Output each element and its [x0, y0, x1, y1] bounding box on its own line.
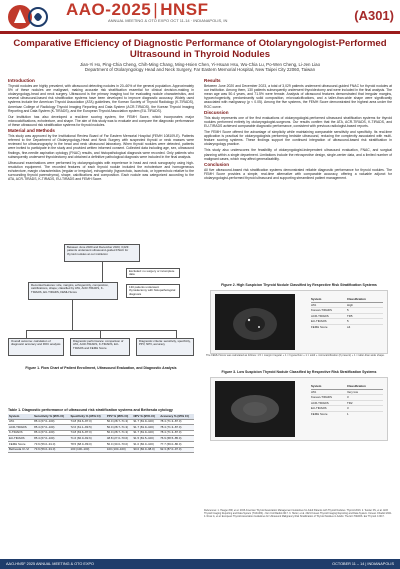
table-cell: FEMH Score	[8, 441, 33, 447]
table-header: Specificity % (95% CI)	[70, 414, 106, 419]
conclusion-heading: Conclusion	[204, 161, 230, 167]
flow-arrow	[102, 262, 103, 282]
table-cell: 74.8 (63.6–87.0)	[70, 419, 106, 425]
flow-box-enrollment: Between June 2020 and December 2023, 3,029 patients underwent ultrasound-guided FNAC for thyroid nodules at our institution	[64, 244, 140, 262]
flow-box-thyroidectomy: 130 patients underwent thyroidectomy with histopathological diagnosis	[126, 284, 180, 298]
performance-table	[8, 414, 194, 453]
discussion-text-2: The FEMH Score offered the advantage of simplicity while maintaining comparable sensitivity and specificity. Its real-time application is practical for otolaryngologists performing bedside ultrasound, reducing the complexity associated with multi-feature scoring systems. These findings support the continued integration of ultrasound-based risk stratification in otolaryngology practice.	[204, 130, 392, 147]
table-cell: 91.0 (82.0–100)	[132, 441, 159, 447]
legend-value: 5	[347, 319, 349, 323]
flow-arrow	[100, 330, 101, 338]
table-cell: 85.4 (67.0–100)	[33, 436, 69, 442]
legend-value: Classification	[347, 384, 366, 388]
table-cell: 100 (100–100)	[106, 447, 133, 453]
flow-arrow	[176, 330, 177, 338]
results-text: Between June 2020 and December 2023, a total of 3,029 patients underwent ultrasound-guided FNAC for thyroid nodules at our institution. Among them, 130 patients subsequently underwent thyroidectomy and were included in the final analysis. The mean age was 50.4 years, and 71.5% were female. Analysis of ultrasound features demonstrated that irregular margins, hypoechogenicity, predominantly solid composition, microcalcifications, and a taller-than-wide shape were significantly associated with malignancy (p < 0.05). Among the five systems, the FEMH Score demonstrated the highest area under the ROC curve.	[204, 84, 392, 109]
table-cell: 50.0 (28.7–71.3)	[106, 430, 133, 436]
table-row	[8, 447, 194, 453]
legend-label: EU-TIRADS	[311, 406, 327, 410]
figure-2-note: The FEMH Score was calculated as follows: 1.5 × margin irregular + 1 × hypoechoic + 1 × solid + microcalcification (if present) + 1 × taller-than-wide shape.	[206, 354, 385, 357]
header	[0, 0, 400, 34]
legend-value: 5	[347, 308, 349, 312]
legend-value: 3	[347, 406, 349, 410]
table-cell: 85.4 (67.0–100)	[33, 419, 69, 425]
affiliation: Department of Otolaryngology Head and Neck Surgery, Far Eastern Memorial Hospital, New Taipei City 22060, Taiwan	[84, 67, 316, 73]
brand-left: AAO-2025	[66, 0, 152, 19]
discussion-text: This study represents one of the first evaluations of otolaryngologist-performed ultrasound stratification systems for thyroid nodules performed entirely by otolaryngologist-surgeons. Our results confirm that the ATA, ACR-TIRADS, K-TIRADS, and EU-TIRADS achieved comparable diagnostic performance, consistent with previous radiologist-based reports.	[204, 115, 392, 128]
methods-text-2: Ultrasound examinations were performed by otolaryngologists with experience in head and neck sonography using high-resolution equipment. The recorded features of each thyroid nodule included the echotexture and homogeneous echotexture, margin characteristics (regular or irregular), echogenicity (hypoechoic, isoechoic, or hyperechoic relative to the surrounding thyroid parenchyma), shape, calcifications and composition. Each nodule was categorized according to the ATA, ACR-TIRADS, K-TIRADS, EU-TIRADS and FEMH Score.	[8, 160, 194, 182]
references: References: 1. Haugen BR, et al. 2015 American Thyroid Association Management Guidelines for Adult Patients with Thyroid Nodules. Thyroid 2016. 2. Tessler FN, et al. ACR Thyroid Imaging Reporting and Data System (TI-RADS). J Am Coll Radiol 2017. 3. Ha EJ, et al. 2021 Korean Thyroid Imaging Reporting and Data System. Korean J Radiol 2021. 4. Russ G, et al. European Thyroid Association Guidelines for Ultrasound Malignancy Risk Stratification of Thyroid Nodules in Adults: The EU-TIRADS. Eur Thyroid J 2017.	[204, 509, 392, 518]
intro-text-2: Our institution has also developed a real-time scoring system, the FEMH Score, which incorporates major microcalcifications, echotexture, and shape. The aim of this study was to evaluate and compare the diagnostic performance of these ultrasound risk stratification systems for thyroid nodules.	[8, 114, 194, 127]
legend-label: EU-TIRADS	[311, 319, 327, 323]
legend-value: Very low	[347, 389, 358, 394]
discussion-heading: Discussion	[204, 109, 229, 115]
legend-value: Classification	[347, 297, 366, 301]
table-header: System	[8, 414, 33, 419]
flow-box-performance: Diagnostic performance: comparison of ATA, ACR-TIRADS, K-TIRADS, EU-TIRADS and FEMH Score	[70, 338, 130, 356]
table-cell: 76.9 (68.5–85.0)	[159, 436, 194, 442]
methods-heading: Material and Methods	[8, 128, 55, 134]
flow-box-criteria: Diagnostic criteria: sensitivity, specificity, PPV, NPV, accuracy	[136, 338, 194, 356]
table-cell: 91.7 (81.9–100)	[132, 430, 159, 436]
table-cell: 91.5 (81.5–100)	[132, 436, 159, 442]
flow-arrow	[26, 330, 176, 331]
legend-value: ≥4	[347, 324, 351, 329]
authors-block	[20, 62, 380, 72]
methods-text: This study was approved by the Institutional Review Board of Far Eastern Memorial Hospital (FEMH 108109-E). Patients referred to the Department of Otolaryngology-Head and Neck Surgery with suspected thyroid or neck masses were reviewed for ultrasonography in the head and neck ultrasound laboratory. When thyroid nodules were detected, patients were invited to participate in the study and provided written informed consent. Collected data including age, sex, ultrasound findings, fine-needle aspiration cytology (FNAC) results, and histopathological diagnosis were recorded. Only patients who subsequently underwent thyroidectomy and obtained a definitive pathological diagnosis were included in the final analysis.	[8, 134, 194, 159]
aao-logo-icon	[6, 3, 54, 31]
legend-label: System	[311, 297, 322, 301]
header-band	[0, 31, 400, 34]
flow-box-features: Recorded features: size, margins, echogenicity, composition, calcifications, shape; classified by ATA, ACR-TIRADS, K-TIRADS, EU-TIRADS, FEMH Score	[28, 282, 118, 300]
table-cell: 78.4 (71.3–87.0)	[159, 425, 194, 431]
table-cell: EU-TIRADS	[8, 436, 33, 442]
table-cell: 50.0 (28.7–71.3)	[106, 425, 133, 431]
table-cell: 92.3 (87.0–97.0)	[159, 447, 194, 453]
figure-2-caption: Figure 2. High Suspicion Thyroid Nodule Classified by Respective Risk Stratification Systems	[221, 283, 377, 287]
poster-title: Comparative Efficiency of Diagnostic Performance of Otolaryngologist-Performed Ultrasound in Thyroid Nodules	[13, 38, 387, 60]
table-cell: 73.9 (56.0–91.0)	[33, 441, 69, 447]
flow-box-outcome: Overall outcome: calculation of diagnostic accuracy and ROC analysis	[8, 338, 64, 356]
figure-2-legend	[311, 297, 383, 329]
table-cell: 72.6 (61.1–83.5)	[70, 425, 106, 431]
legend-label: FEMH Score	[311, 411, 328, 416]
table-header: PPV % (95% CI)	[106, 414, 133, 419]
table-cell: 74.8 (63.6–87.0)	[70, 430, 106, 436]
table-cell: 48.8 (27.0–70.6)	[106, 436, 133, 442]
legend-label: ATA	[311, 389, 317, 394]
table-cell: K-TIRADS	[8, 430, 33, 436]
flow-arrow	[26, 330, 27, 338]
ultrasound-image-low	[215, 381, 295, 437]
footer-right: OCTOBER 11 – 14 | INDIANAPOLIS	[332, 562, 394, 566]
table-cell: ACR-TIRADS	[8, 425, 33, 431]
figure-2-panel	[210, 290, 388, 354]
conclusion-text: All five ultrasound-based risk stratification systems demonstrated reliable diagnostic performance for thyroid nodules. The FEMH Score provides a simple, real-time alternative with comparable accuracy, offering a valuable adjunct for otolaryngologist-performed thyroid ultrasound and supporting streamlined patient management.	[204, 167, 392, 180]
table-cell: 73.9 (56.0–91.0)	[33, 447, 69, 453]
legend-label: FEMH Score	[311, 324, 328, 329]
ultrasound-image-high	[215, 294, 295, 350]
table-cell: ATA	[8, 419, 33, 425]
legend-row	[311, 412, 383, 417]
figure-3-caption: Figure 3. Low Suspicion Thyroid Nodule Classified by Respective Risk Stratification Systems	[221, 370, 377, 374]
figure-3-legend	[311, 384, 383, 416]
table-cell: 100 (100–100)	[70, 447, 106, 453]
brand-subtitle: ANNUAL MEETING & OTO EXPO OCT 11-14 · INDIANAPOLIS, IN	[108, 18, 228, 23]
legend-value: High	[347, 302, 353, 307]
intro-heading: Introduction	[8, 78, 35, 83]
flow-arrow	[72, 300, 73, 330]
intro-text: Thyroid nodules are highly prevalent, with ultrasound detecting nodules in 20–60% of the general population. Approximately 5% of these nodules are malignant, making accurate risk stratification essential for clinical decision-making in otolaryngology-head and neck surgery. Ultrasound is the primary imaging tool for evaluating nodule characteristics, and several ultrasound-based risk stratification systems have been developed to improve diagnostic accuracy. Widely used systems include the American Thyroid Association (ATA) guidelines, the Korean Society of Thyroid Radiology (K-TIRADS), American College of Radiology Thyroid Imaging Reporting and Data System (ACR-TIRADS), the Korean Thyroid Imaging Reporting and Data System (K-TIRADS), and the European Thyroid Association system (EU-TIRADS).	[8, 84, 194, 113]
legend-value: TR2	[347, 400, 353, 405]
authors: Jian-Yi Ho, Ping-Chia Cheng, Chih-Ming Chang, Ming-Hsien Chen, Yi-Hsuan Hsu, Wu-Chia Lu, Po-Wen Cheng, Li-Jen Liao	[79, 62, 321, 67]
legend-label: Korean-TIRADS	[311, 308, 332, 312]
legend-label: ACR-TIRADS	[311, 400, 329, 405]
table-cell: 85.4 (67.0–100)	[33, 425, 69, 431]
results-heading: Results	[204, 78, 221, 83]
brand-title: AAO-2025 | HNSF	[66, 0, 209, 19]
table-header: Accuracy % (95% CI)	[159, 414, 194, 419]
table-cell: 78.4 (71.3–87.0)	[159, 419, 194, 425]
table-cell: 91.7 (81.9–100)	[132, 419, 159, 425]
discussion-text-3: This study also underscores the feasibility of otolaryngologist-independent ultrasound evaluation, FNAC, and surgical planning within a single department. Limitations include the retrospective design, single-center data, and a limited number of malignant cases, which may affect generalizability.	[204, 148, 392, 161]
left-column	[8, 78, 194, 183]
legend-row	[311, 325, 383, 330]
legend-value: 1	[347, 411, 349, 416]
table-cell: 78.5 (68.0–89.0)	[70, 441, 106, 447]
table-cell: 90.0 (82.0–98.0)	[132, 447, 159, 453]
legend-value: TR5	[347, 313, 353, 318]
footer	[0, 559, 400, 569]
table-header: Sensitivity % (95% CI)	[33, 414, 69, 419]
legend-label: ATA	[311, 302, 317, 307]
table-cell: 78.4 (71.3–87.0)	[159, 430, 194, 436]
flow-chart	[8, 244, 194, 382]
poster-id: (A301)	[354, 8, 394, 23]
table-cell: 50.0 (28.7–71.3)	[106, 419, 133, 425]
table-cell: 91.7 (81.9–100)	[132, 425, 159, 431]
table-caption: Table 1. Diagnostic performance of ultrasound risk stratification systems and Bethesda cytology	[8, 408, 173, 412]
table-cell: 71.6 (60.0–82.6)	[70, 436, 106, 442]
flow-caption: Figure 1. Flow Chart of Patient Enrollment, Ultrasound Evaluation, and Diagnostic Analysis	[25, 366, 177, 370]
table-cell: 77.7 (69.0–86.0)	[159, 441, 194, 447]
table-cell: Bethesda IV–VI	[8, 447, 33, 453]
table-cell: 85.4 (67.0–100)	[33, 430, 69, 436]
footer-left: AAO-HNSF 2025 ANNUAL MEETING & OTO EXPO	[6, 562, 94, 566]
figure-3-panel	[210, 377, 388, 441]
legend-value: 3	[347, 395, 349, 399]
flow-box-excluded: Excluded: no surgery or incomplete data	[126, 268, 180, 278]
table-cell: 50.0 (30.0–70.0)	[106, 441, 133, 447]
legend-label: ACR-TIRADS	[311, 313, 329, 318]
brand-right: HNSF	[160, 0, 209, 19]
legend-label: Korean-TIRADS	[311, 395, 332, 399]
right-column	[204, 78, 392, 278]
table-header: NPV % (95% CI)	[132, 414, 159, 419]
legend-label: System	[311, 384, 322, 388]
